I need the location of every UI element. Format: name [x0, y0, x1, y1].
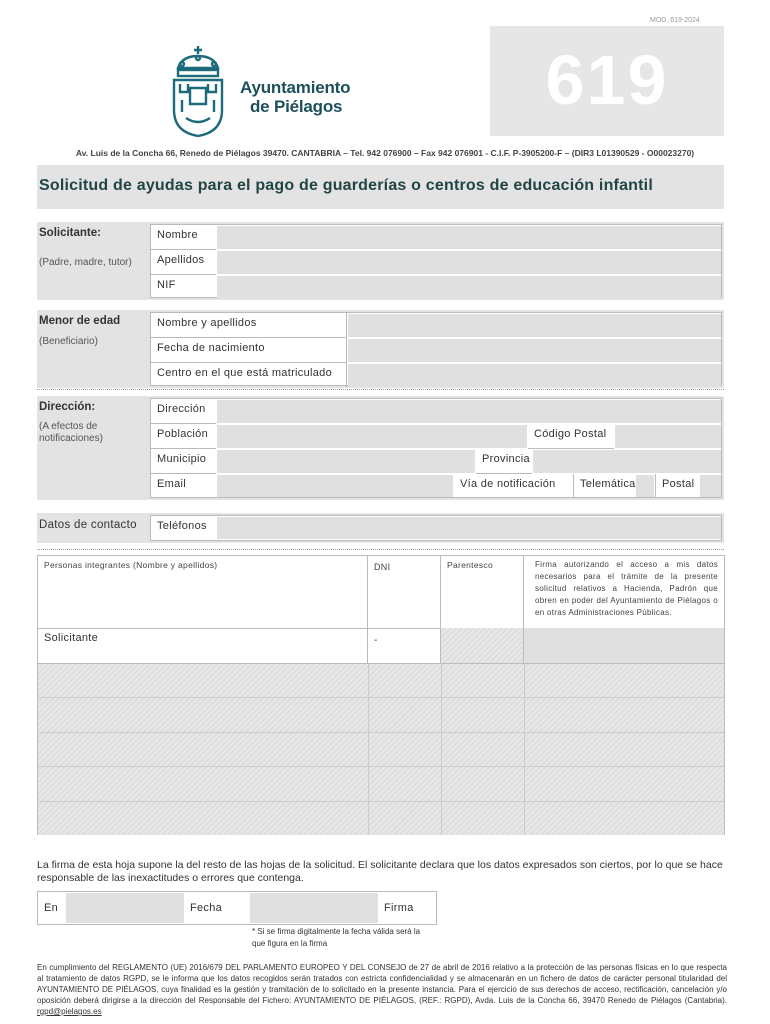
postal-checkbox[interactable] — [700, 475, 721, 497]
table-row[interactable] — [38, 801, 724, 835]
members-table — [37, 555, 725, 835]
direccion-heading: Dirección: — [39, 401, 96, 413]
direccion-subtitle: (A efectos de notificaciones) — [39, 421, 103, 444]
fecha-input[interactable] — [250, 893, 378, 923]
telefonos-input[interactable] — [217, 517, 721, 539]
nif-label: NIF — [157, 279, 176, 291]
en-label: En — [44, 902, 59, 914]
table-row[interactable] — [38, 697, 724, 732]
menor-heading: Menor de edad — [39, 315, 121, 327]
direccion-label: Dirección — [151, 399, 216, 424]
contacto-heading: Datos de contacto — [39, 519, 137, 531]
direccion-input[interactable] — [217, 400, 721, 423]
email-input[interactable] — [217, 475, 453, 497]
sign-row — [37, 891, 437, 925]
logo — [168, 44, 368, 138]
email-label: Email — [157, 478, 187, 490]
form-number: 619 — [545, 41, 669, 119]
apellidos-label: Apellidos — [151, 250, 216, 275]
direccion-section — [37, 396, 724, 500]
nombre-label: Nombre — [151, 225, 216, 250]
table-row[interactable] — [38, 766, 724, 801]
postal-option[interactable]: Postal — [655, 474, 699, 498]
firma-label: Firma — [384, 902, 414, 914]
solicitante-section — [37, 222, 724, 300]
en-input[interactable] — [66, 893, 184, 923]
col-dni: DNI — [368, 556, 441, 628]
telematica-checkbox[interactable] — [636, 475, 654, 497]
menor-centro-label: Centro en el que está matriculado — [151, 363, 347, 387]
col-firma: Firma autorizando el acceso a mis datos necesarios para el trámite de la presente solicitud relativos a Hacienda, Padrón que obren en poder del Ayuntamiento de Piélagos o en otras Administraciones Públicas. — [535, 560, 718, 617]
menor-nombre-label: Nombre y apellidos — [151, 313, 347, 338]
telefonos-label: Teléfonos — [157, 520, 207, 532]
fecha-label: Fecha — [190, 902, 223, 914]
sign-note: * Si se firma digitalmente la fecha válida será la que figura en la firma — [252, 927, 421, 948]
legal-email-link[interactable]: rgpd@pielagos.es — [37, 1007, 102, 1016]
row-solicitante-dni: - — [368, 628, 441, 663]
page-title: Solicitud de ayudas para el pago de guarderías o centros de educación infantil — [39, 177, 653, 194]
apellidos-input[interactable] — [217, 251, 721, 274]
declaration-text: La firma de esta hoja supone la del resto de las hojas de la solicitud. El solicitante declara que los datos expresados son ciertos, por lo que se hace responsable de las inexactitudes o errores que contenga. — [37, 859, 723, 884]
address-line: Av. Luis de la Concha 66, Renedo de Piélagos 39470. CANTABRIA – Tel. 942 076900 – Fax 942 076901 - C.I.F. P-3905200-F – (DIR3 L01390529 - O00023270) — [75, 148, 695, 158]
nif-input[interactable] — [217, 276, 721, 298]
nombre-input[interactable] — [217, 226, 721, 249]
col-parentesco: Parentesco — [441, 556, 524, 628]
telematica-option[interactable]: Telemática — [573, 474, 635, 498]
logo-line1: Ayuntamiento — [240, 78, 351, 97]
row-solicitante-firma[interactable] — [524, 628, 724, 663]
municipio-label: Municipio — [151, 449, 216, 474]
legal-body: En cumplimiento del REGLAMENTO (UE) 2016/679 DEL PARLAMENTO EUROPEO Y DEL CONSEJO de 27 de abril de 2016 relativo a la protección de las personas físicas en lo que respecta al tratamiento de datos RGPD, se le informa que los datos recogidos serán tratados con estricta confidencialidad y se almacenarán en un fichero de datos de carácter personal titularidad del AYUNTAMIENTO DE PIÉLAGOS, cuya finalidad es la gestión y tramitación de lo solicitado en la presente instancia. Para el ejercicio de sus derechos de acceso, rectificación, cancelación y/o oposición deberá dirigirse a la dirección del Responsable del Fichero: AYUNTAMIENTO DE PIÉLAGOS, (REF.: RGPD), Avda. Luis de la Concha 66, 39470 Renedo de Piélagos (Cantabria). — [37, 963, 727, 1005]
municipio-input[interactable] — [217, 450, 475, 473]
menor-fecha-input[interactable] — [348, 339, 721, 362]
logo-line2: de Piélagos — [250, 97, 343, 116]
provincia-input[interactable] — [533, 450, 721, 473]
via-notificacion-label: Vía de notificación — [460, 478, 556, 490]
solicitante-subtitle: (Padre, madre, tutor) — [39, 257, 132, 268]
mod-code: MOD. 619-2024 — [650, 17, 700, 24]
menor-nombre-input[interactable] — [348, 314, 721, 337]
codigo-postal-label: Código Postal — [528, 424, 614, 449]
row-solicitante-parentesco — [441, 628, 524, 663]
codigo-postal-input[interactable] — [615, 425, 721, 448]
coat-of-arms-icon — [168, 44, 228, 138]
title-bar — [37, 165, 724, 209]
table-row[interactable] — [38, 663, 724, 697]
solicitante-heading: Solicitante: — [39, 227, 101, 239]
menor-fecha-label: Fecha de nacimiento — [151, 338, 347, 363]
table-row[interactable] — [38, 732, 724, 766]
row-solicitante-name: Solicitante — [38, 628, 368, 663]
form-number-box — [490, 26, 724, 136]
menor-centro-input[interactable] — [348, 364, 721, 386]
legal-text — [37, 962, 727, 1017]
poblacion-input[interactable] — [217, 425, 527, 448]
col-personas: Personas integrantes (Nombre y apellidos) — [38, 556, 368, 628]
contacto-section — [37, 513, 724, 543]
menor-subtitle: (Beneficiario) — [39, 336, 98, 347]
provincia-label: Provincia — [476, 449, 532, 474]
poblacion-label: Población — [151, 424, 216, 449]
menor-section — [37, 310, 724, 388]
